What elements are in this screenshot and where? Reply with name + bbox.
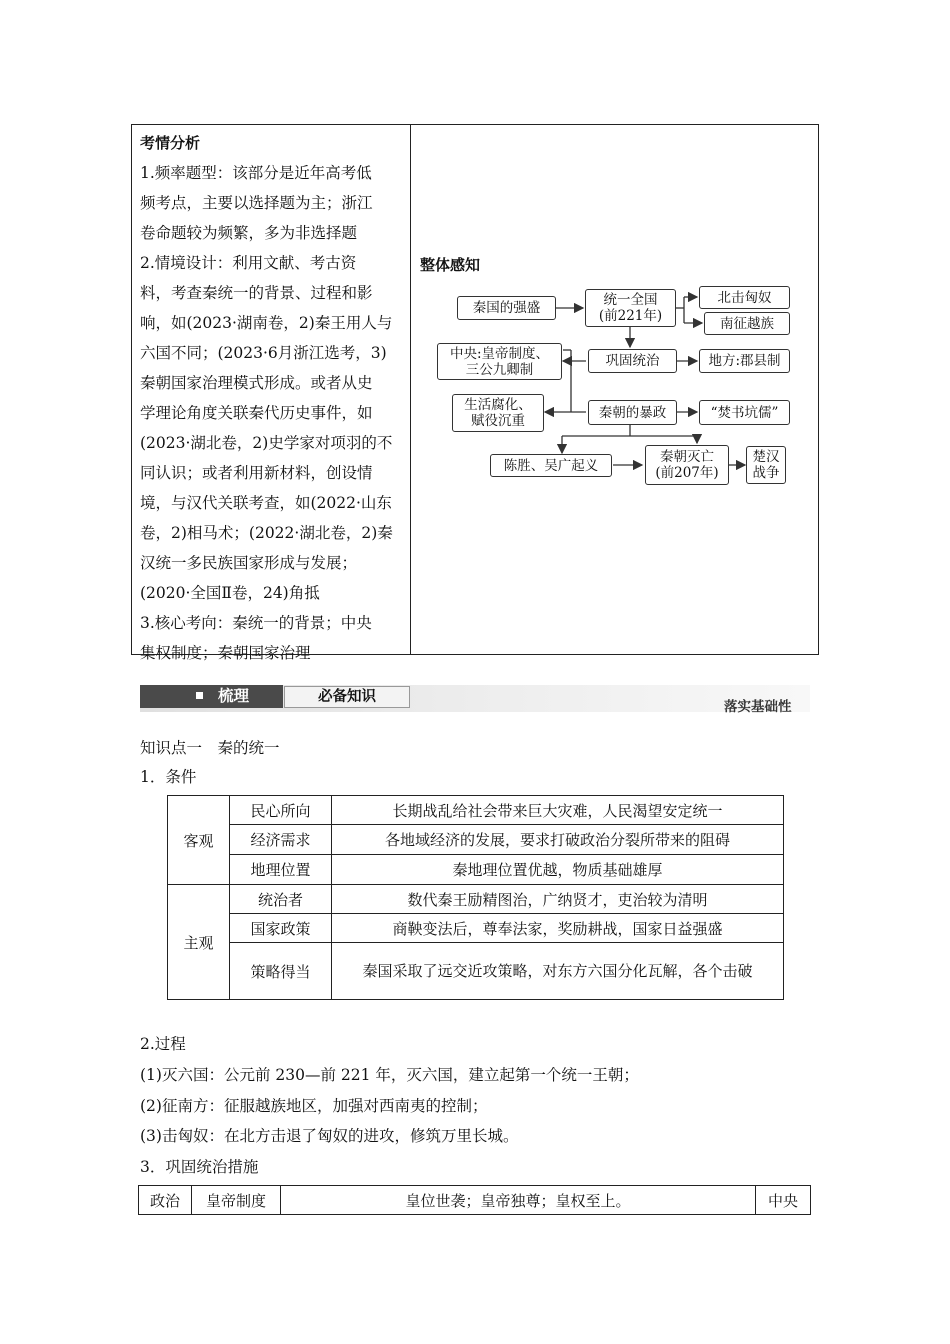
subjective-label: 主观 — [168, 885, 230, 1000]
condition-desc: 秦地理位置优越，物质基础雄厚 — [332, 855, 784, 885]
condition-name: 民心所向 — [230, 796, 332, 825]
condition-desc: 商鞅变法后，尊奉法家，奖励耕战，国家日益强盛 — [332, 914, 784, 943]
conditions-heading: 1．条件 — [140, 768, 197, 786]
condition-desc: 长期战乱给社会带来巨大灾难，人民渴望安定统一 — [332, 796, 784, 825]
square-bullet-icon — [196, 692, 203, 699]
analysis-heading: 考情分析 — [140, 134, 201, 152]
node-burn-books: “焚书坑儒” — [699, 400, 790, 425]
measures-heading: 3．巩固统治措施 — [140, 1158, 259, 1176]
analysis-line: 2.情境设计：利用文献、考古资 — [140, 254, 357, 272]
analysis-line: 境，与汉代关联考查，如(2022·山东 — [140, 494, 392, 512]
measure-name: 皇帝制度 — [192, 1186, 281, 1215]
banner-right-text: 落实基础性 — [724, 699, 792, 715]
node-central-system: 中央:皇帝制度、 三公九卿制 — [437, 343, 562, 380]
analysis-line: 汉统一多民族国家形成与发展； — [140, 554, 358, 572]
process-item: (3)击匈奴：在北方击退了匈奴的进攻，修筑万里长城。 — [140, 1127, 519, 1145]
analysis-line: 频考点，主要以选择题为主；浙江 — [140, 194, 373, 212]
node-corruption: 生活腐化、 赋役沉重 — [452, 394, 544, 432]
node-uprising: 陈胜、吴广起义 — [490, 454, 612, 477]
condition-desc: 数代秦王励精图治，广纳贤才，吏治较为清明 — [332, 885, 784, 914]
process-heading: 2.过程 — [140, 1035, 186, 1053]
overview-title: 整体感知 — [420, 256, 481, 274]
condition-desc: 各地域经济的发展，要求打破政治分裂所带来的阻碍 — [332, 825, 784, 855]
node-north-attack: 北击匈奴 — [699, 286, 790, 309]
conditions-table — [167, 795, 784, 1000]
analysis-line: 学理论角度关联秦代历史事件，如 — [140, 404, 373, 422]
condition-name: 策略得当 — [230, 943, 332, 1000]
condition-name: 统治者 — [230, 885, 332, 914]
analysis-line: 卷命题较为频繁，多为非选择题 — [140, 224, 358, 242]
measure-scope: 中央 — [756, 1186, 811, 1215]
condition-name: 国家政策 — [230, 914, 332, 943]
node-consolidate-rule: 巩固统治 — [588, 349, 677, 373]
condition-name: 地理位置 — [230, 855, 332, 885]
analysis-line: 3.核心考向：秦统一的背景；中央 — [140, 614, 372, 632]
node-local-system: 地方:郡县制 — [699, 349, 790, 373]
node-qin-fall: 秦朝灭亡 (前207年) — [645, 445, 729, 485]
node-south-campaign: 南征越族 — [704, 312, 790, 335]
condition-name: 经济需求 — [230, 825, 332, 855]
analysis-line: 料，考查秦统一的背景、过程和影 — [140, 284, 373, 302]
knowledge-point-title: 知识点一 秦的统一 — [140, 739, 280, 757]
analysis-line: (2023·湖北卷，2)史学家对项羽的不 — [140, 434, 393, 452]
objective-label: 客观 — [168, 796, 230, 885]
analysis-line: 响，如(2023·湖南卷，2)秦王用人与 — [140, 314, 393, 332]
process-item: (2)征南方：征服越族地区，加强对西南夷的控制； — [140, 1097, 488, 1115]
analysis-line: 卷，2)相马术；(2022·湖北卷，2)秦 — [140, 524, 393, 542]
node-tyranny: 秦朝的暴政 — [588, 400, 677, 425]
process-item: (1)灭六国：公元前 230—前 221 年，灭六国，建立起第一个统一王朝； — [140, 1066, 639, 1084]
analysis-line: 1.频率题型：该部分是近年高考低 — [140, 164, 372, 182]
condition-desc: 秦国采取了远交近攻策略，对东方六国分化瓦解，各个击破 — [332, 943, 784, 1000]
measure-desc: 皇位世袭；皇帝独尊；皇权至上。 — [281, 1186, 756, 1215]
analysis-line: 集权制度；秦朝国家治理 — [140, 644, 311, 662]
analysis-line: 同认识；或者利用新材料，创设情 — [140, 464, 373, 482]
node-unification: 统一全国 (前221年) — [585, 289, 676, 327]
banner-label: 梳理 — [218, 687, 250, 705]
node-chu-han-war: 楚汉 战争 — [746, 446, 786, 484]
node-qin-strong: 秦国的强盛 — [457, 296, 556, 320]
measure-category: 政治 — [139, 1186, 192, 1215]
analysis-line: 秦朝国家治理模式形成。或者从史 — [140, 374, 373, 392]
measures-table — [138, 1185, 811, 1215]
banner-dark-block — [140, 685, 283, 708]
analysis-line: 六国不同；(2023·6月浙江选考，3) — [140, 344, 387, 362]
banner-tag: 必备知识 — [284, 686, 410, 708]
analysis-line: (2020·全国Ⅱ卷，24)角抵 — [140, 584, 320, 602]
